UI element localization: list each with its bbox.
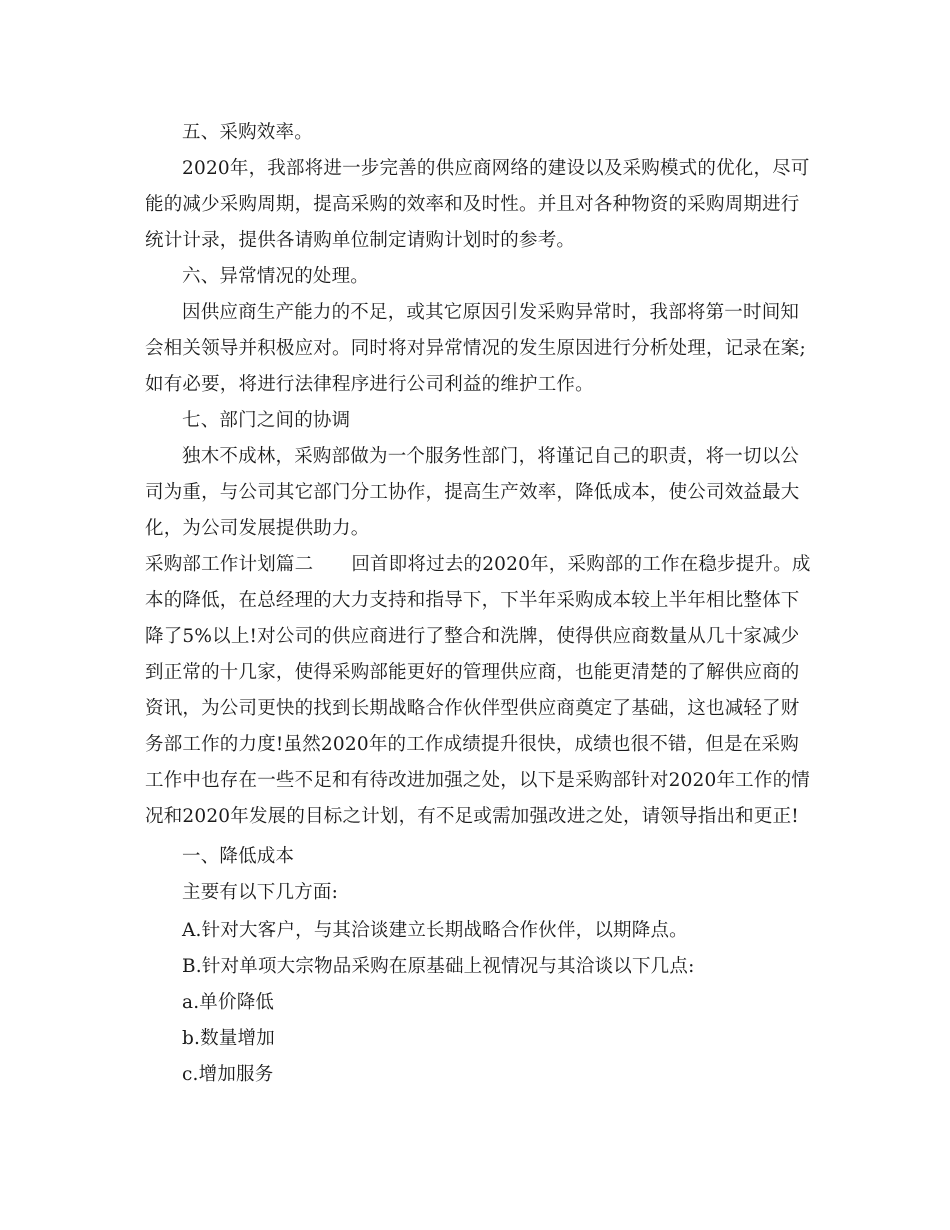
paragraph-line: 降了5%以上!对公司的供应商进行了整合和洗牌，使得供应商数量从几十家减少 bbox=[145, 626, 800, 647]
paragraph-line: 到正常的十几家，使得采购部能更好的管理供应商，也能更清楚的了解供应商的 bbox=[145, 662, 800, 683]
paragraph-line: 务部工作的力度!虽然2020年的工作成绩提升很快，成绩也很不错，但是在采购 bbox=[145, 734, 799, 755]
paragraph-line: 独木不成林，采购部做为一个服务性部门，将谨记自己的职责，将一切以公 bbox=[182, 446, 800, 467]
paragraph-line: 会相关领导并积极应对。同时将对异常情况的发生原因进行分析处理，记录在案; bbox=[145, 338, 806, 359]
section-heading: 一、降低成本 bbox=[182, 846, 295, 867]
paragraph-line: 主要有以下几方面: bbox=[182, 882, 339, 903]
list-item: b.数量增加 bbox=[182, 1028, 275, 1049]
article-title: 采购部工作计划篇二 bbox=[145, 554, 314, 575]
paragraph-line: 因供应商生产能力的不足，或其它原因引发采购异常时，我部将第一时间知 bbox=[182, 302, 800, 323]
title-line bbox=[145, 553, 825, 577]
list-item: A.针对大客户，与其洽谈建立长期战略合作伙伴，以期降点。 bbox=[182, 920, 688, 941]
section-heading: 五、采购效率。 bbox=[182, 122, 313, 143]
paragraph-line: 况和2020年发展的目标之计划，有不足或需加强改进之处，请领导指出和更正! bbox=[145, 806, 799, 827]
paragraph-line: 统计计录，提供各请购单位制定请购计划时的参考。 bbox=[145, 230, 576, 251]
paragraph-line: 司为重，与公司其它部门分工协作，提高生产效率，降低成本，使公司效益最大 bbox=[145, 482, 800, 503]
list-item: B.针对单项大宗物品采购在原基础上视情况与其洽谈以下几点: bbox=[182, 956, 695, 977]
list-item: c.增加服务 bbox=[182, 1064, 274, 1085]
section-heading: 六、异常情况的处理。 bbox=[182, 266, 370, 287]
paragraph-line: 如有必要，将进行法律程序进行公司利益的维护工作。 bbox=[145, 374, 594, 395]
paragraph-line: 资讯，为公司更快的找到长期战略合作伙伴型供应商奠定了基础，这也减轻了财 bbox=[145, 698, 800, 719]
paragraph-line: 2020年，我部将进一步完善的供应商网络的建设以及采购模式的优化，尽可 bbox=[182, 158, 810, 179]
paragraph-text: 回首即将过去的2020年，采购部的工作在稳步提升。成 bbox=[351, 554, 811, 575]
section-heading: 七、部门之间的协调 bbox=[182, 410, 351, 431]
paragraph-line: 本的降低，在总经理的大力支持和指导下，下半年采购成本较上半年相比整体下 bbox=[145, 590, 800, 611]
paragraph-line: 工作中也存在一些不足和有待改进加强之处，以下是采购部针对2020年工作的情 bbox=[145, 770, 810, 791]
list-item: a.单价降低 bbox=[182, 992, 275, 1013]
paragraph-line: 化，为公司发展提供助力。 bbox=[145, 518, 370, 539]
paragraph-line: 能的减少采购周期，提高采购的效率和及时性。并且对各种物资的采购周期进行 bbox=[145, 194, 800, 215]
